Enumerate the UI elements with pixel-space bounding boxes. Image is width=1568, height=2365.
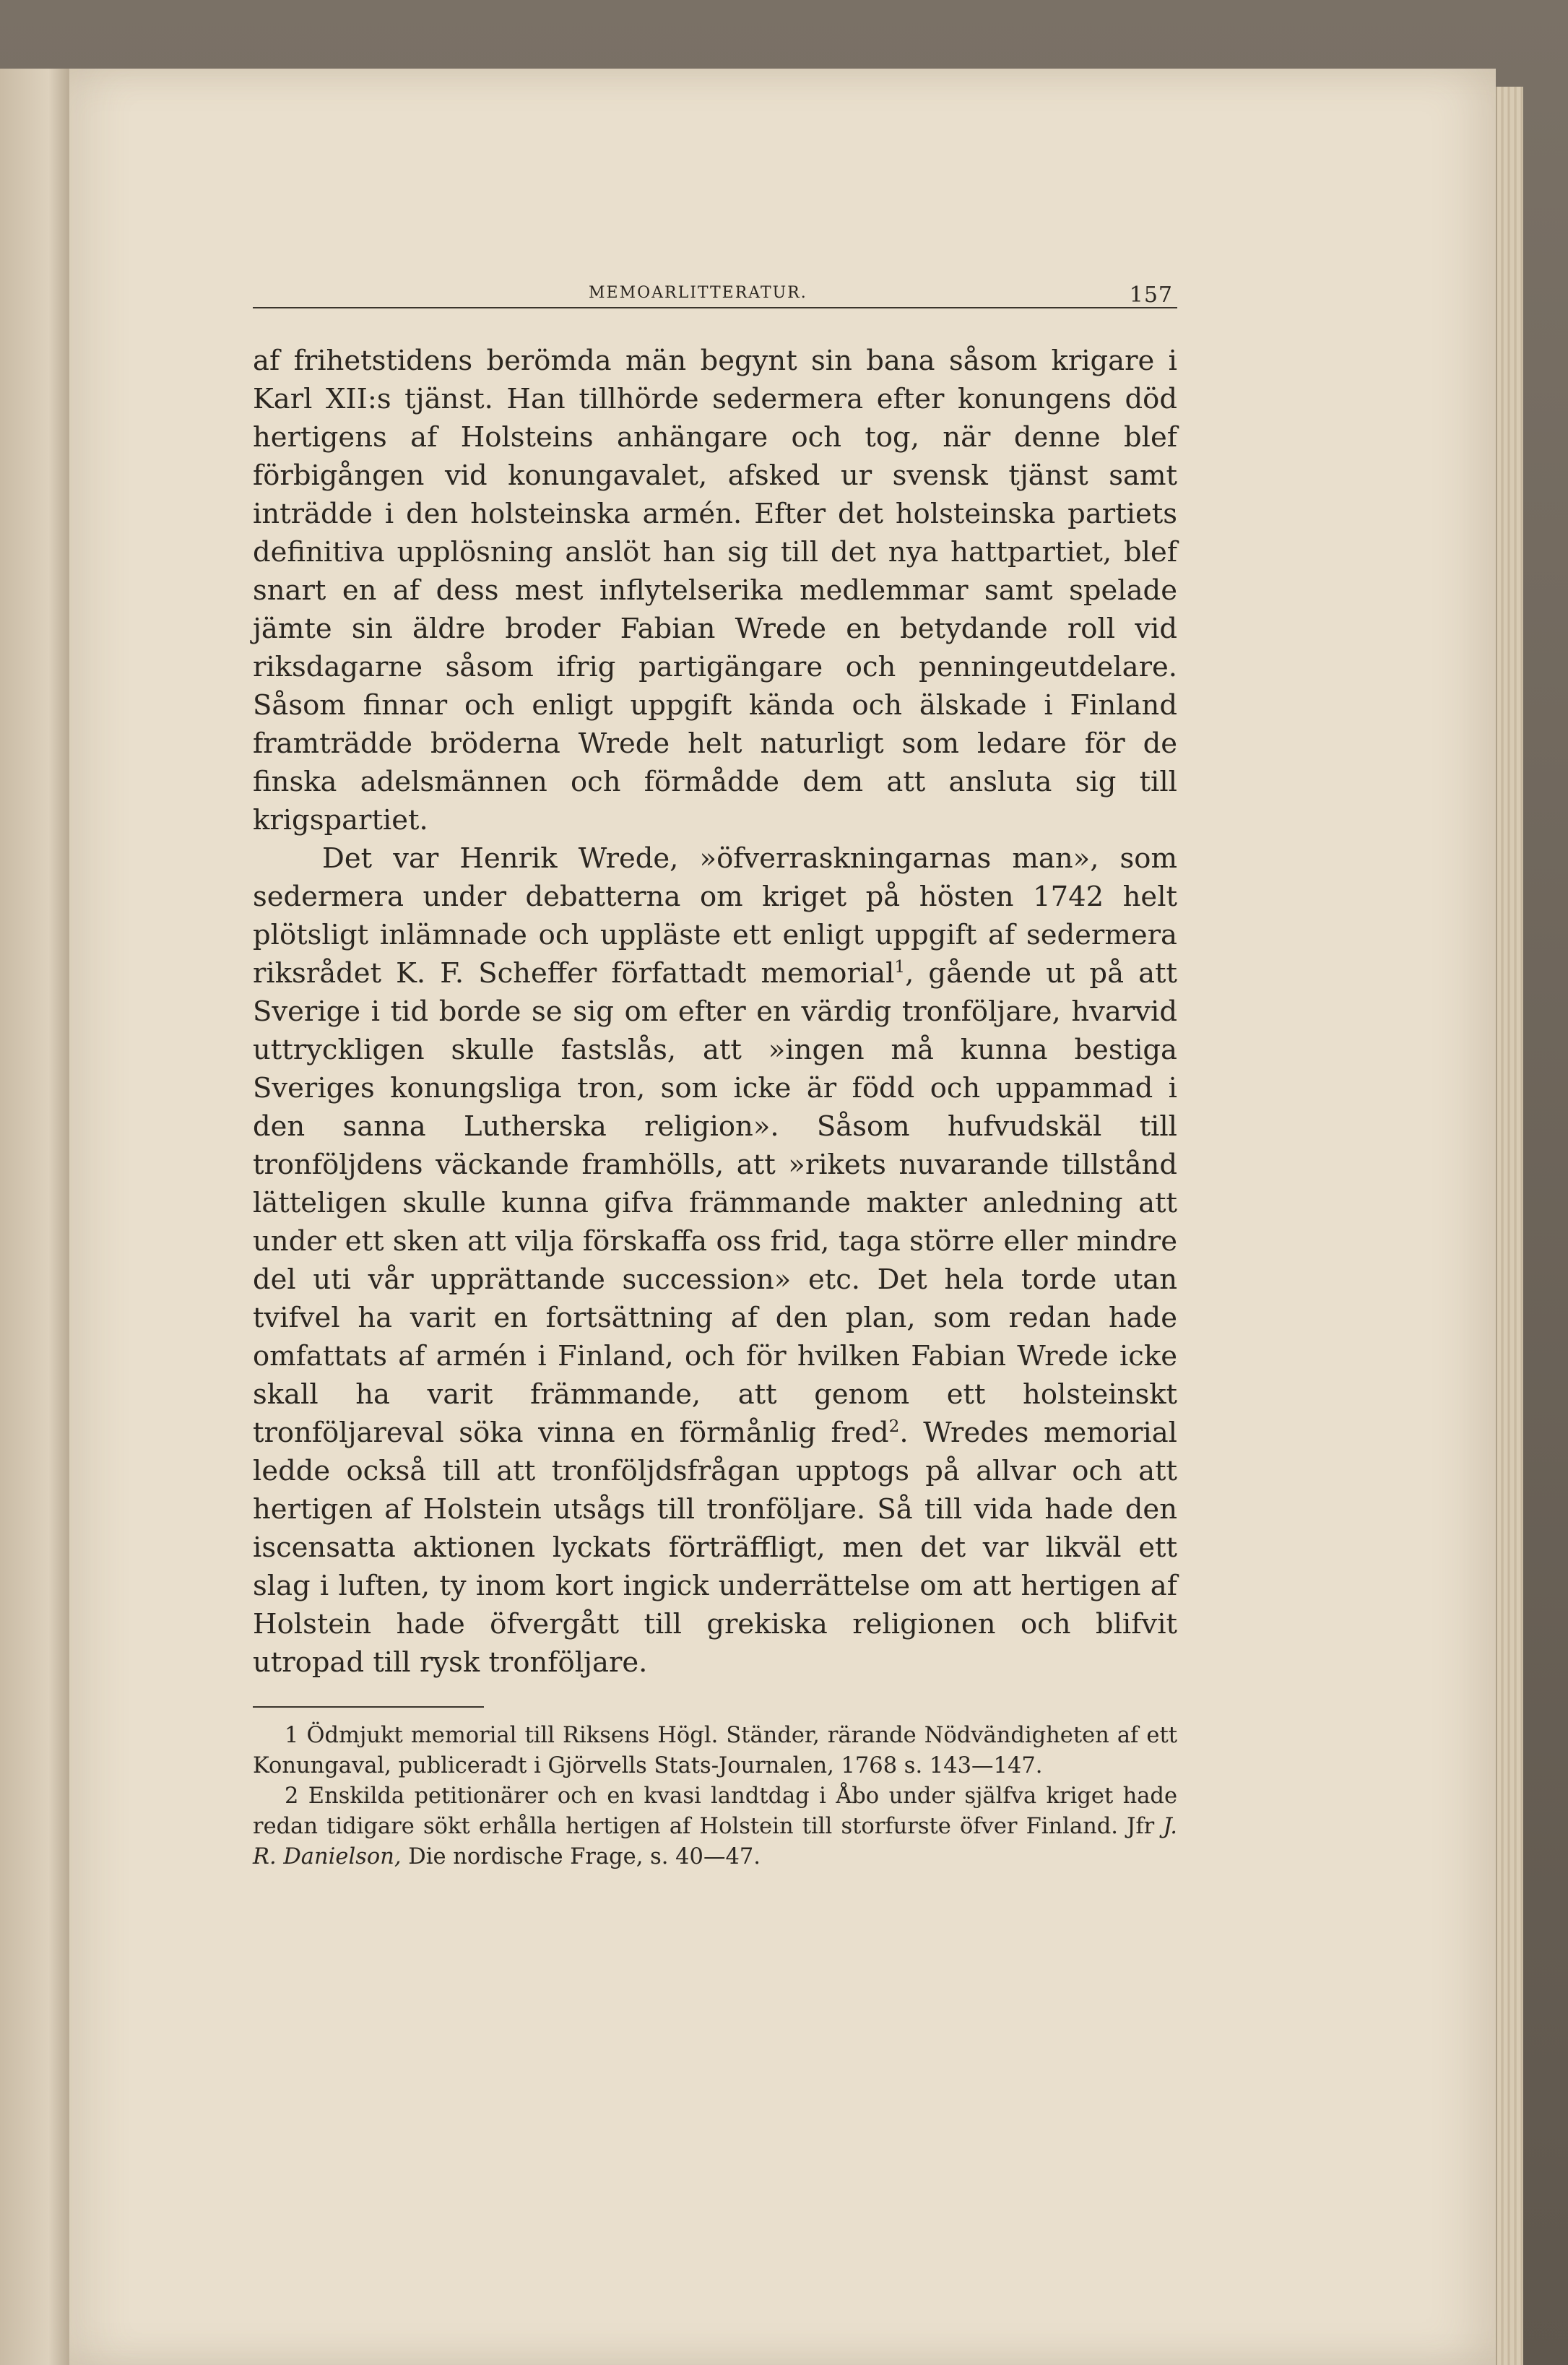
footnote-ref-1: 1 — [894, 958, 906, 977]
footnote-2 — [253, 1781, 1177, 1872]
running-head — [253, 278, 1177, 308]
footnote-2-author: J. R. Danielson, — [253, 1814, 1177, 1869]
paragraph-2-part-1: Det var Henrik Wrede, »öfverraskningarnas man», som sedermera under debatterna om kriget på hösten 1742 helt plötsligt inlämnade och uppläste ett enligt uppgift af sedermera riksrådet K. F. Scheffer författadt memorial — [253, 842, 1177, 990]
paragraph-1: af frihetstidens berömda män begynt sin bana såsom krigare i Karl XII:s tjänst. Han tillhörde sedermera efter konungens död hertigens af Holsteins anhängare och tog, när denne blef förbigången vid konungavalet, afsked ur svensk tjänst samt inträdde i den holsteinska armén. Efter det holsteinska partiets definitiva upplösning anslöt han sig till det nya hattpartiet, blef snart en af dess mest inflytelserika medlemmar samt spelade jämte sin äldre broder Fabian Wrede en betydande roll vid riksdagarne såsom ifrig partigängare och penningeutdelare. Såsom finnar och enligt uppgift kända och älskade i Finland framträdde bröderna Wrede helt naturligt som ledare för de finska adelsmännen och förmådde dem att ansluta sig till krigspartiet. — [253, 345, 1177, 836]
body-text — [253, 342, 1177, 1682]
footnote-2-prefix: 2 Enskilda petitionärer och en kvasi landtdag i Åbo under själfva kriget hade redan tidigare sökt erhålla hertigen af Holstein till storfurste öfver Finland. Jfr — [253, 1784, 1177, 1839]
page-number: 157 — [1129, 282, 1173, 308]
footnote-ref-2: 2 — [888, 1417, 900, 1437]
footnote-2-suffix: Die nordische Frage, s. 40—47. — [401, 1844, 761, 1869]
facing-page-edge — [0, 69, 72, 2365]
paragraph-2 — [253, 839, 1177, 1682]
footnotes — [253, 1721, 1177, 1872]
page-stack-edge — [1496, 87, 1523, 2365]
page-text-block — [253, 278, 1177, 1872]
footnote-1: 1 Ödmjukt memorial till Riksens Högl. Ständer, rärande Nödvändigheten af ett Konungaval, publiceradt i Gjörvells Stats-Journalen, 1768 s. 143—147. — [253, 1723, 1177, 1778]
running-head-title: MEMOARLITTERATUR. — [589, 284, 807, 302]
paragraph-2-part-3: . Wredes memorial ledde också till att tronföljdsfrågan upptogs på allvar och att hertigen af Holstein utsågs till tronföljare. Så till vida hade den iscensatta aktionen lyckats förträffligt, men det var likväl ett slag i luften, ty inom kort ingick underrättelse om att hertigen af Holstein hade öfvergått till grekiska religionen och blifvit utropad till rysk tronföljare. — [253, 1417, 1177, 1679]
paragraph-2-part-2: , gående ut på att Sverige i tid borde se sig om efter en värdig tronföljare, hvarvid uttryckligen skulle fastslås, att »ingen må kunna bestiga Sveriges konungsliga tron, som icke är född och uppammad i den sanna Lutherska religion». Såsom hufvudskäl till tronföljdens väckande framhölls, att »rikets nuvarande tillstånd lätteligen skulle kunna gifva främmande makter anledning att under ett sken att vilja förskaffa oss frid, taga större eller mindre del uti vår upprättande succession» etc. Det hela torde utan tvifvel ha varit en fortsättning af den plan, som redan hade omfattats af armén i Finland, och för hvilken Fabian Wrede icke skall ha varit främmande, att genom ett holsteinskt tronföljareval söka vinna en förmånlig fred — [253, 957, 1177, 1449]
footnote-rule — [253, 1706, 484, 1708]
